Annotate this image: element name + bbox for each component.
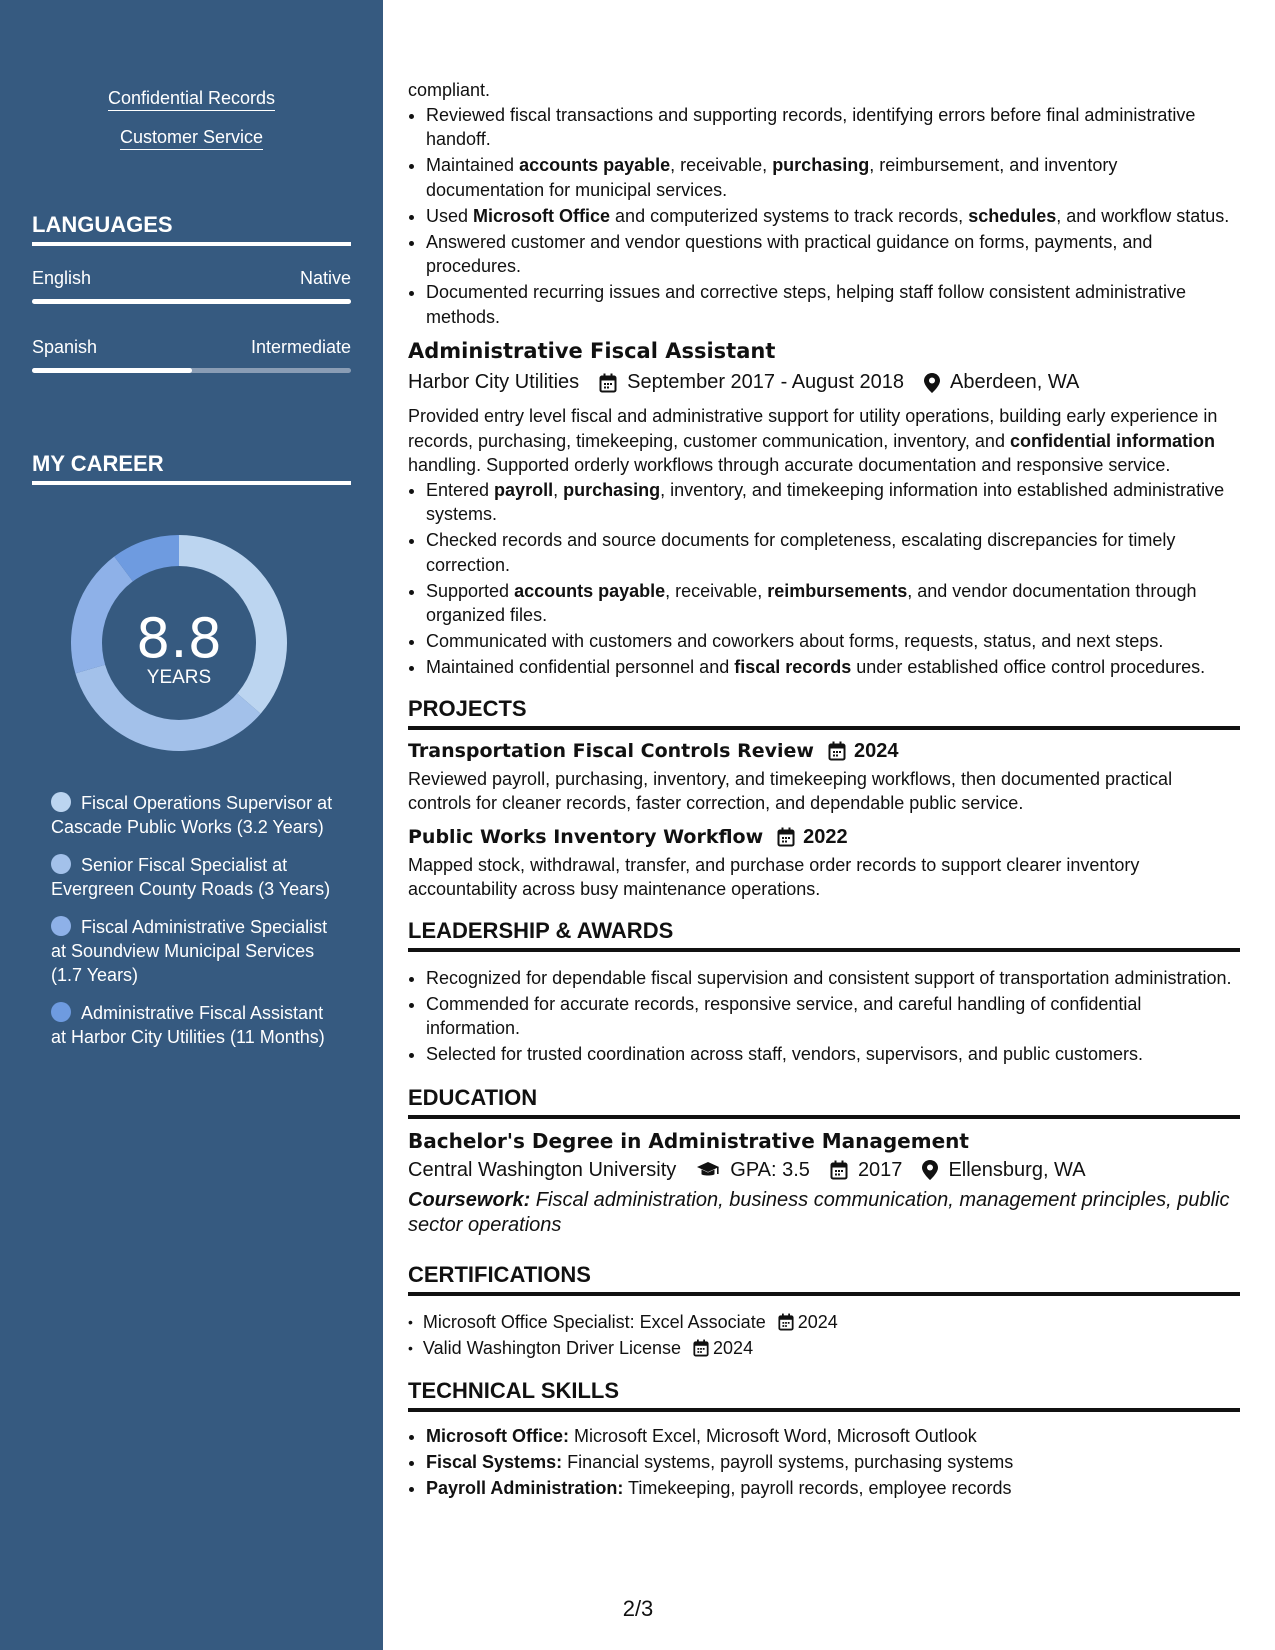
- text-segment: Maintained: [426, 155, 520, 175]
- bullet-item: [426, 528, 1240, 577]
- coursework-label: Coursework:: [408, 1188, 531, 1211]
- projects-heading: PROJECTS: [408, 696, 1240, 730]
- sidebar: [0, 0, 383, 1650]
- career-dot: [51, 1002, 71, 1022]
- text-segment: handling. Supported orderly workflows through accurate documentation and responsive service.: [408, 455, 1171, 475]
- bold-keyword: accounts payable: [514, 580, 666, 601]
- technical-skill-value: Microsoft Excel, Microsoft Word, Microsoft Outlook: [569, 1426, 977, 1446]
- technical-skill-item: [426, 1424, 1240, 1449]
- skills-list: [0, 88, 383, 148]
- certification-name: Microsoft Office Specialist: Excel Associate: [422, 1311, 766, 1332]
- language-bar-fill: [32, 368, 192, 373]
- continued-text: compliant.: [408, 80, 491, 100]
- certification-item: • Microsoft Office Specialist: Excel Associate 2024: [408, 1310, 1240, 1335]
- education-school: Central Washington University: [408, 1158, 677, 1181]
- text-segment: Maintained confidential personnel and: [426, 657, 735, 677]
- project-year: 2024: [853, 739, 899, 762]
- calendar-icon: [828, 741, 846, 761]
- skill-label: Customer Service: [120, 127, 263, 150]
- certifications-heading: CERTIFICATIONS: [408, 1262, 1240, 1296]
- job-company: Harbor City Utilities: [408, 371, 580, 393]
- career-dot: [51, 916, 71, 936]
- text-segment: Documented recurring issues and corrective steps, helping staff follow consistent administrative methods.: [426, 282, 1187, 327]
- language-level: Native: [299, 268, 351, 288]
- bold-keyword: reimbursements: [767, 580, 908, 601]
- project-year: 2022: [803, 825, 848, 848]
- text-segment: , receivable,: [670, 155, 773, 175]
- text-segment: Reviewed fiscal transactions and supporting records, identifying errors before final administrative handoff.: [426, 104, 1196, 149]
- technical-skill-value: Financial systems, payroll systems, purchasing systems: [562, 1452, 1014, 1472]
- text-segment: Provided entry level fiscal and administrative support for utility operations, building early experience in records, purchasing, timekeeping, customer communication, inventory, and: [408, 406, 1218, 451]
- bold-keyword: payroll: [494, 479, 554, 500]
- career-dot: [51, 854, 71, 874]
- career-item: [51, 853, 341, 901]
- coursework-text: Fiscal administration, business communication, management principles, public sector operations: [408, 1188, 1230, 1236]
- technical-skill-label: Payroll Administration:: [426, 1478, 624, 1498]
- bullet-item: [426, 629, 1240, 654]
- language-bar: [32, 368, 351, 373]
- bold-keyword: Microsoft Office: [473, 205, 611, 226]
- job-meta: [408, 371, 1240, 394]
- bold-keyword: confidential information: [1009, 430, 1215, 451]
- text-segment: Checked records and source documents for completeness, escalating discrepancies for timely correction.: [426, 530, 1176, 575]
- project-title: Public Works Inventory Workflow: [408, 826, 764, 848]
- text-segment: , receivable,: [665, 580, 768, 601]
- career-donut-chart: [66, 530, 292, 756]
- languages-heading: LANGUAGES: [32, 212, 351, 246]
- bullet-item: [426, 103, 1240, 152]
- certification-name: Valid Washington Driver License: [422, 1337, 682, 1358]
- career-total: 8.8: [136, 607, 222, 670]
- technical-skills-heading: TECHNICAL SKILLS: [408, 1378, 1240, 1412]
- text-segment: Used: [426, 205, 474, 226]
- bold-keyword: fiscal records: [734, 657, 852, 677]
- bold-keyword: schedules: [968, 205, 1057, 226]
- text-segment: and computerized systems to track records,: [610, 205, 969, 226]
- skill-link[interactable]: [0, 127, 383, 148]
- bullet-item: [426, 478, 1240, 527]
- text-segment: Communicated with customers and coworkers about forms, requests, status, and next steps.: [426, 631, 1164, 651]
- calendar-icon: [777, 827, 795, 847]
- text-segment: ,: [553, 479, 564, 500]
- page-number: 2/3: [622, 1596, 654, 1621]
- career-dot: [51, 792, 71, 812]
- education-coursework: [408, 1188, 1240, 1238]
- calendar-icon: [599, 373, 617, 393]
- project-description: Reviewed payroll, purchasing, inventory, and timekeeping workflows, then documented practical controls for cleaner records, faster correction, and dependable public service.: [408, 768, 1173, 813]
- career-item: [51, 1001, 341, 1049]
- job-title: Administrative Fiscal Assistant: [408, 339, 776, 363]
- project-item: [408, 740, 1240, 816]
- location-pin-icon: [924, 373, 940, 393]
- project-title: Transportation Fiscal Controls Review: [408, 740, 814, 762]
- career-label: Fiscal Administrative Specialist at Soundview Municipal Services (1.7 Years): [51, 917, 328, 985]
- text-segment: , and vendor documentation through organized files.: [426, 580, 1197, 625]
- text-segment: Entered: [426, 479, 495, 500]
- language-bar-fill: [32, 299, 351, 304]
- language-row: [32, 337, 351, 358]
- calendar-icon: [693, 1339, 709, 1357]
- education-year: 2017: [857, 1158, 903, 1181]
- graduation-cap-icon: [696, 1161, 720, 1179]
- career-label: Senior Fiscal Specialist at Evergreen County Roads (3 Years): [51, 855, 331, 899]
- career-unit: YEARS: [146, 667, 212, 688]
- project-description: Mapped stock, withdrawal, transfer, and purchase order records to support clearer inventory accountability across busy maintenance operations.: [408, 854, 1140, 899]
- continued-bullets: [408, 103, 1240, 330]
- bullet-item: [426, 280, 1240, 329]
- language-row: [32, 268, 351, 289]
- text-segment: Supported: [426, 580, 515, 601]
- text-segment: , inventory, and timekeeping information into established administrative systems.: [426, 479, 1225, 524]
- certification-year: 2024: [797, 1311, 838, 1332]
- job-location: Aberdeen, WA: [950, 371, 1080, 393]
- certification-item: • Valid Washington Driver License 2024: [408, 1336, 1240, 1361]
- education-location: Ellensburg, WA: [948, 1158, 1086, 1181]
- skill-label: Confidential Records: [108, 88, 275, 111]
- career-item: [51, 791, 341, 839]
- text-segment: under established office control procedures.: [851, 657, 1206, 677]
- bullet-item: [426, 153, 1240, 202]
- job-summary: [408, 404, 1240, 478]
- education-heading: EDUCATION: [408, 1085, 1240, 1119]
- bold-keyword: purchasing: [772, 155, 870, 175]
- language-bar: [32, 299, 351, 304]
- education-gpa: GPA: 3.5: [730, 1158, 810, 1181]
- career-list: [51, 791, 341, 1063]
- language-name: English: [32, 268, 92, 288]
- technical-skill-value: Timekeeping, payroll records, employee records: [623, 1478, 1012, 1498]
- location-pin-icon: [922, 1160, 938, 1180]
- calendar-icon: [778, 1313, 794, 1331]
- skill-link[interactable]: [0, 88, 383, 109]
- text-segment: Answered customer and vendor questions with practical guidance on forms, payments, and procedures.: [426, 231, 1153, 276]
- career-label: Administrative Fiscal Assistant at Harbor City Utilities (11 Months): [51, 1003, 325, 1047]
- leadership-heading: LEADERSHIP & AWARDS: [408, 918, 1240, 952]
- career-item: [51, 915, 341, 987]
- leadership-item: • Commended for accurate records, responsive service, and careful handling of confidential information.: [426, 992, 1240, 1041]
- job-bullets: [408, 478, 1240, 680]
- technical-skill-label: Fiscal Systems:: [426, 1452, 563, 1472]
- language-level: Intermediate: [250, 337, 351, 357]
- text-segment: , reimbursement, and inventory documentation for municipal services.: [426, 155, 1118, 200]
- technical-skill-label: Microsoft Office:: [426, 1426, 570, 1446]
- bullet-item: [426, 579, 1240, 628]
- technical-skills-list: [408, 1424, 1240, 1501]
- leadership-item: • Recognized for dependable fiscal supervision and consistent support of transportation administration.: [426, 966, 1240, 991]
- technical-skill-item: [426, 1476, 1240, 1501]
- career-heading: MY CAREER: [32, 451, 351, 485]
- job-dates: September 2017 - August 2018: [627, 371, 905, 393]
- language-name: Spanish: [32, 337, 98, 357]
- text-segment: , and workflow status.: [1056, 205, 1230, 226]
- main-content: [408, 78, 1240, 1502]
- technical-skill-item: [426, 1450, 1240, 1475]
- leadership-item: • Selected for trusted coordination across staff, vendors, supervisors, and public customers.: [426, 1042, 1240, 1067]
- bullet-item: [426, 655, 1240, 680]
- career-label: Fiscal Operations Supervisor at Cascade Public Works (3.2 Years): [51, 793, 333, 837]
- education-degree: Bachelor's Degree in Administrative Management: [408, 1128, 969, 1153]
- leadership-list: [408, 966, 1240, 1067]
- education-meta: [408, 1159, 1240, 1182]
- bullet-item: [426, 230, 1240, 279]
- bullet-item: [426, 204, 1240, 229]
- calendar-icon: [830, 1160, 848, 1180]
- bold-keyword: accounts payable: [519, 155, 671, 175]
- project-item: [408, 826, 1240, 902]
- bold-keyword: purchasing: [563, 479, 661, 500]
- certification-year: 2024: [713, 1337, 754, 1358]
- certifications-list: [408, 1310, 1240, 1361]
